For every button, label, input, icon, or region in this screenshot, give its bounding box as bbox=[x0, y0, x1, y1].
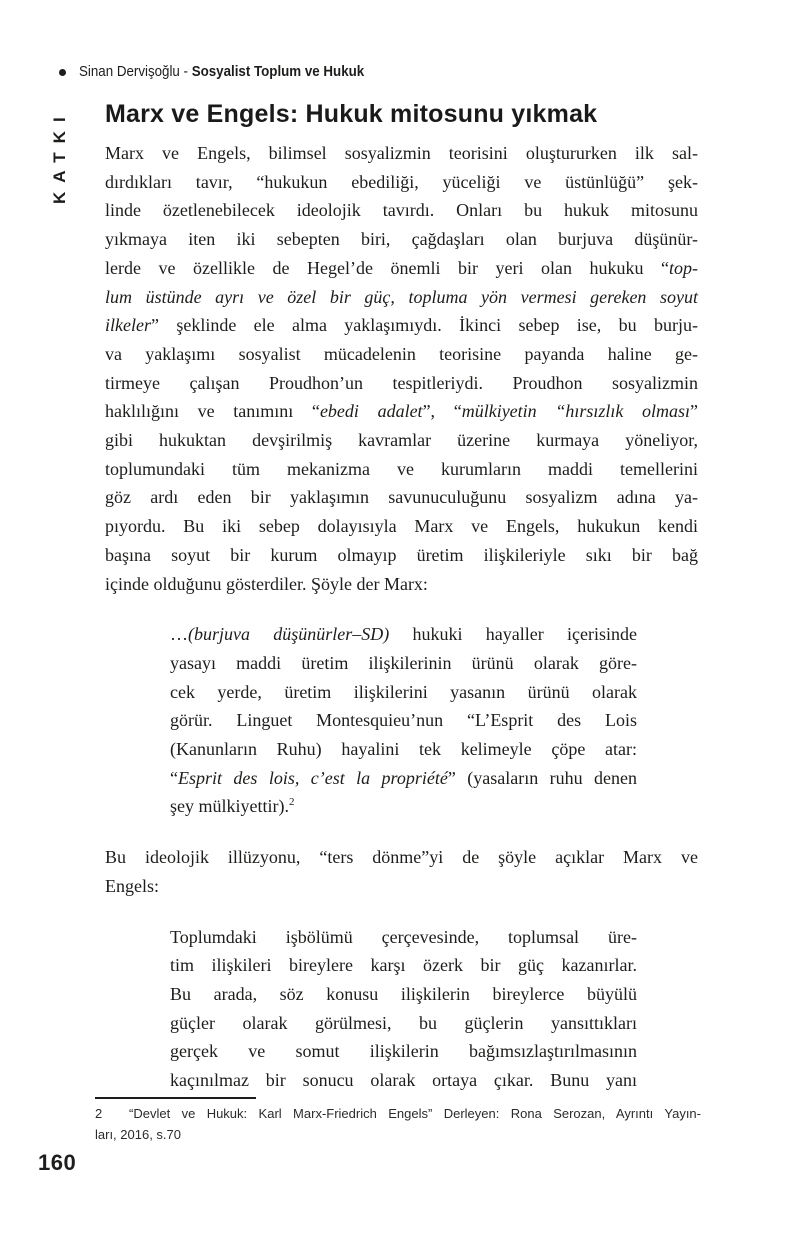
quote-block bbox=[170, 923, 637, 1095]
text-line: va yaklaşımı sosyalist mücadelenin teorisine payanda haline ge- bbox=[105, 343, 698, 364]
quote-block bbox=[170, 620, 637, 821]
text-line: ilkeler” şeklinde ele alma yaklaşımıydı. İkinci sebep ise, bu burju- bbox=[105, 315, 698, 336]
text-line: lerde ve özellikle de Hegel’de önemli bir yeri olan hukuku “top- bbox=[105, 257, 698, 278]
text-line: gibi hukuktan devşirilmiş kavramlar üzerine kurmaya yöneliyor, bbox=[105, 430, 698, 451]
text-line: cek yerde, üretim ilişkilerini yasanın ürünü olarak bbox=[170, 681, 637, 702]
page-number: 160 bbox=[38, 1150, 77, 1175]
footnote-text-line2: ları, 2016, s.70 bbox=[95, 1127, 181, 1142]
text-line: Bu ideolojik illüzyonu, “ters dönme”yi de şöyle açıklar Marx ve bbox=[105, 847, 698, 868]
bullet-icon bbox=[59, 69, 66, 76]
footnote-rule bbox=[95, 1097, 256, 1099]
text-line: güçler olarak görülmesi, bu güçlerin yansıttıkları bbox=[170, 1012, 637, 1033]
article-body bbox=[105, 139, 698, 1095]
running-header bbox=[59, 64, 389, 80]
text-line: tirmeye çalışan Proudhon’un tespitleriydi. Proudhon sosyalizmin bbox=[105, 372, 698, 393]
text-line: linde özetlenebilecek ideolojik tavırdı. Onları bu hukuk mitosunu bbox=[105, 200, 698, 221]
text-line: …(burjuva düşünürler–SD) hukuki hayaller içerisinde bbox=[170, 624, 637, 645]
header-book-title: Sosyalist Toplum ve Hukuk bbox=[191, 64, 365, 80]
text-line: gerçek ve somut ilişkilerin bağımsızlaştırılmasının bbox=[170, 1041, 637, 1062]
article-title: Marx ve Engels: Hukuk mitosunu yıkmak bbox=[105, 100, 598, 128]
header-author: Sinan Dervişoğlu - bbox=[79, 64, 192, 80]
text-line: toplumundaki tüm mekanizma ve kurumların maddi temellerini bbox=[105, 458, 698, 479]
text-line: yıkmaya iten iki sebepten biri, çağdaşları olan burjuva düşünür- bbox=[105, 229, 698, 250]
text-line: Toplumdaki işbölümü çerçevesinde, toplumsal üre- bbox=[170, 926, 637, 947]
text-line: Engels: bbox=[105, 875, 159, 896]
text-line: haklılığını ve tanımını “ebedi adalet”, “mülkiyetin “hırsızlık olması” bbox=[105, 401, 699, 422]
vertical-section-label: KATKI bbox=[50, 108, 69, 204]
text-line: Bu arada, söz konusu ilişkilerin bireylerce büyülü bbox=[170, 983, 637, 1004]
text-line: “Esprit des lois, c’est la propriété” (yasaların ruhu denen bbox=[170, 767, 637, 788]
text-line: pıyordu. Bu iki sebep dolayısıyla Marx ve Engels, hukukun kendi bbox=[105, 516, 698, 537]
text-line: (Kanunların Ruhu) hayalini tek kelimeyle çöpe atar: bbox=[170, 739, 637, 760]
main-text-column bbox=[105, 99, 698, 1095]
text-line: başına soyut bir kurum olmayıp üretim ilişkileriyle sıkı bir bağ bbox=[105, 544, 698, 565]
text-line: kaçınılmaz bir sonucu olarak ortaya çıkar. Bunu yanı bbox=[170, 1070, 637, 1091]
footnote-text-line1: “Devlet ve Hukuk: Karl Marx-Friedrich Engels” Derleyen: Rona Serozan, Ayrıntı Yayın- bbox=[129, 1106, 701, 1121]
footnote bbox=[95, 1103, 701, 1145]
text-line: içinde olduğunu gösterdiler. Şöyle der Marx: bbox=[105, 573, 428, 594]
text-line: tim ilişkileri bireylere karşı özerk bir güç kazanırlar. bbox=[170, 955, 637, 976]
footnote-number: 2 bbox=[95, 1106, 103, 1121]
text-line: yasayı maddi üretim ilişkilerinin ürünü olarak göre- bbox=[170, 652, 637, 673]
text-line: şey mülkiyettir).$^2$ bbox=[170, 796, 295, 817]
text-line: lum üstünde ayrı ve özel bir güç, topluma yön vermesi gereken soyut bbox=[105, 286, 698, 307]
paragraph-block bbox=[105, 139, 698, 598]
text-line: göz ardı eden bir yaklaşımın savunuculuğunu sosyalizm adına ya- bbox=[105, 487, 698, 508]
text-line: dırdıkları tavır, “hukukun ebediliği, yüceliği ve üstünlüğü” şek- bbox=[105, 171, 698, 192]
paragraph-block bbox=[105, 843, 698, 900]
text-line: görür. Linguet Montesquieu’nun “L’Esprit des Lois bbox=[170, 710, 637, 731]
text-line: Marx ve Engels, bilimsel sosyalizmin teorisini oluştururken ilk sal- bbox=[105, 143, 698, 163]
